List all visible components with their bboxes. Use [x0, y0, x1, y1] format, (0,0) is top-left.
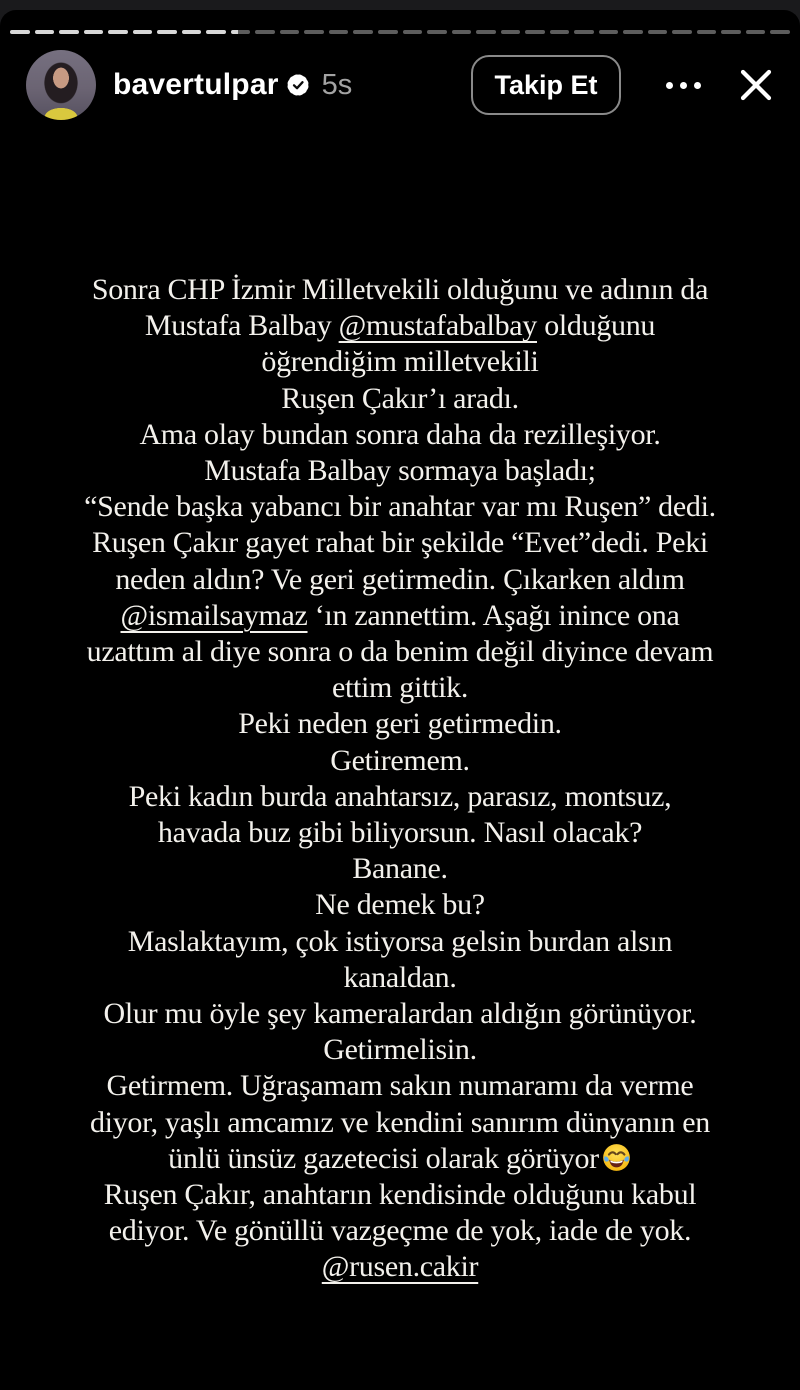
story-text [28, 272, 772, 1286]
story-text-span: uzattım al diye sonra o da benim değil diyince devam [86, 635, 714, 669]
story-text-line [28, 1177, 772, 1213]
story-text-line [28, 1068, 772, 1104]
story-text-span: havada buz gibi biliyorsun. Nasıl olacak? [157, 816, 643, 850]
progress-segment [255, 30, 275, 34]
progress-segment [721, 30, 741, 34]
story-text-span: diyor, yaşlı amcamız ve kendini sanırım dünyanın en [89, 1105, 710, 1139]
progress-segment [35, 30, 55, 34]
story-text-line [28, 417, 772, 453]
progress-segment [672, 30, 692, 34]
story-text-span: Getirmem. Uğraşamam sakın numaramı da verme [106, 1069, 694, 1103]
story-text-line [28, 489, 772, 525]
story-text-span: ünlü ünsüz gazetecisi olarak görüyor [168, 1141, 599, 1175]
progress-segment [378, 30, 398, 34]
follow-button[interactable]: Takip Et [471, 55, 621, 115]
progress-segment [304, 30, 324, 34]
progress-segment [501, 30, 521, 34]
mention-link[interactable]: @rusen.cakir [321, 1250, 479, 1284]
story-text-line [28, 381, 772, 417]
progress-segment [59, 30, 79, 34]
story-text-span: Getiremem. [330, 743, 470, 777]
story-text-span: Getirmelisin. [323, 1033, 477, 1067]
story-text-line [28, 706, 772, 742]
story-text-span: Peki kadın burda anahtarsız, parasız, montsuz, [128, 779, 672, 813]
username[interactable]: bavertulpar [113, 68, 279, 101]
story-text-line [28, 996, 772, 1032]
story-text-line [28, 1105, 772, 1141]
story-text-span: Peki neden geri getirmedin. [238, 707, 562, 741]
close-icon [734, 63, 778, 107]
story-text-line [28, 887, 772, 923]
face-with-tears-of-joy-emoji [601, 1142, 632, 1173]
progress-segment [280, 30, 300, 34]
story-text-line [28, 1213, 772, 1249]
story-text-line [28, 453, 772, 489]
story-text-line [28, 960, 772, 996]
progress-segment [206, 30, 226, 34]
more-options-button[interactable] [661, 63, 705, 107]
story-text-line [28, 525, 772, 561]
progress-segment [599, 30, 619, 34]
story-text-line [28, 344, 772, 380]
story-text-line [28, 743, 772, 779]
story-text-line [28, 562, 772, 598]
story-header [26, 50, 780, 120]
story-text-span: Olur mu öyle şey kameralardan aldığın görünüyor. [103, 997, 697, 1031]
progress-segment [329, 30, 349, 34]
progress-segment [427, 30, 447, 34]
three-dots-icon [666, 82, 673, 89]
progress-segment [623, 30, 643, 34]
progress-segment [770, 30, 790, 34]
progress-segment [133, 30, 153, 34]
story-text-line [28, 1032, 772, 1068]
progress-segment [550, 30, 570, 34]
story-text-span: Sonra CHP İzmir Milletvekili olduğunu ve adının da [91, 273, 709, 306]
story-text-span: olduğunu [537, 309, 656, 343]
story-text-line [28, 924, 772, 960]
progress-segment [697, 30, 717, 34]
story-timestamp: 5s [321, 68, 353, 101]
story-text-span: Ruşen Çakır, anahtarın kendisinde olduğunu kabul [103, 1178, 697, 1212]
progress-segment [525, 30, 545, 34]
progress-bar [10, 30, 790, 34]
story-text-line [28, 851, 772, 887]
progress-segment [108, 30, 128, 34]
story-text-span: “Sende başka yabancı bir anahtar var mı Ruşen” dedi. [84, 490, 716, 524]
progress-segment [476, 30, 496, 34]
story-text-span: Ne demek bu? [315, 888, 485, 922]
story-text-line [28, 815, 772, 851]
progress-segment [403, 30, 423, 34]
story-text-span: Ama olay bundan sonra daha da rezilleşiyor. [139, 417, 661, 451]
story-text-line [28, 308, 772, 344]
mention-link[interactable]: @ismailsaymaz [120, 598, 308, 632]
story-text-line [28, 634, 772, 670]
story-text-line [28, 598, 772, 634]
story-text-span: Maslaktayım, çok istiyorsa gelsin burdan alsın [127, 924, 673, 958]
story-text-span: Mustafa Balbay [144, 309, 339, 343]
story-text-span: Ruşen Çakır’ı aradı. [281, 381, 519, 415]
verified-badge-icon [287, 74, 309, 96]
story-text-span: Mustafa Balbay sormaya başladı; [204, 454, 596, 488]
story-text-line [28, 1249, 772, 1285]
progress-segment [574, 30, 594, 34]
story-text-span: ettim gittik. [331, 671, 469, 705]
story-viewport [0, 10, 800, 1390]
progress-segment [231, 30, 251, 34]
story-text-span: neden aldın? Ve geri getirmedin. Çıkarken aldım [115, 562, 685, 596]
mention-link[interactable]: @mustafabalbay [338, 309, 537, 343]
story-text-span: Ruşen Çakır gayet rahat bir şekilde “Evet”dedi. Peki [92, 526, 708, 560]
story-text-span: ‘ın zannettim. Aşağı inince ona [307, 598, 680, 632]
story-text-span: ediyor. Ve gönüllü vazgeçme de yok, iade de yok. [108, 1214, 692, 1248]
progress-segment [157, 30, 177, 34]
story-text-line [28, 779, 772, 815]
progress-segment [648, 30, 668, 34]
progress-segment [353, 30, 373, 34]
progress-segment [84, 30, 104, 34]
story-text-line [28, 670, 772, 706]
progress-segment [746, 30, 766, 34]
story-text-line [28, 1141, 772, 1177]
story-text-span: kanaldan. [343, 960, 457, 994]
progress-segment [452, 30, 472, 34]
story-text-span: Banane. [352, 852, 448, 886]
progress-segment [10, 30, 30, 34]
avatar[interactable] [26, 50, 96, 120]
story-text-line [28, 272, 772, 308]
progress-segment [182, 30, 202, 34]
story-text-span: öğrendiğim milletvekili [261, 345, 539, 379]
close-button[interactable] [732, 61, 780, 109]
